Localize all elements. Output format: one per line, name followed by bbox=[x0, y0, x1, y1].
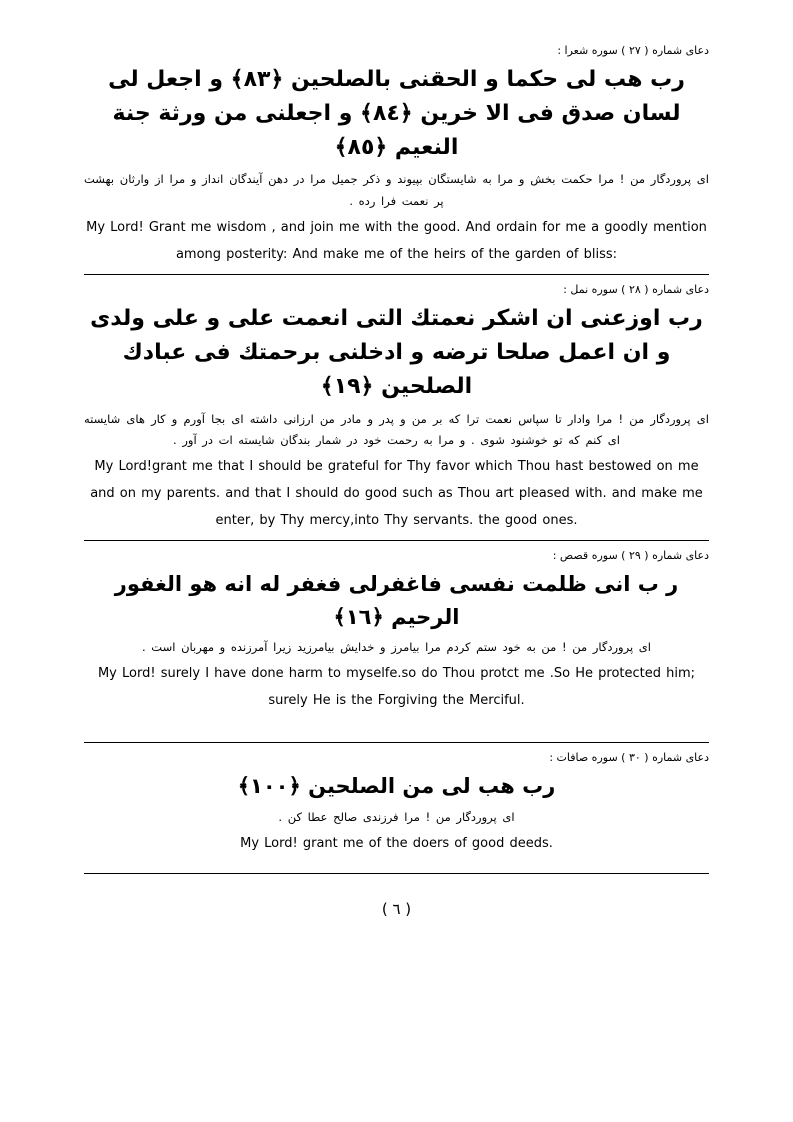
footer-spacer bbox=[84, 861, 709, 867]
english-translation: My Lord! grant me of the doers of good deeds. bbox=[240, 835, 553, 851]
dua-section-30 bbox=[84, 751, 709, 857]
section-heading: دعای شماره ( ۲۹ ) سوره قصص : bbox=[552, 549, 709, 563]
section-divider bbox=[84, 540, 709, 541]
dua-section-29 bbox=[84, 549, 709, 714]
section-divider bbox=[84, 274, 709, 275]
arabic-text: رب هب لی حکما و الحقنی بالصلحین ﴿۸۳﴾ و اجعل لی لسان صدق فی الا خرین ﴿۸٤﴾ و اجعلنی من ورثة جنة النعیم ﴿۸٥﴾ bbox=[108, 67, 685, 161]
section-heading: دعای شماره ( ۲۷ ) سوره شعرا : bbox=[557, 44, 709, 57]
arabic-text: رب هب لی من الصلحین ﴿۱۰۰﴾ bbox=[237, 774, 556, 799]
section-heading: دعای شماره ( ۳۰ ) سوره صافات : bbox=[549, 751, 709, 765]
english-translation: My Lord! Grant me wisdom , and join me with the good. And ordain for me a goodly mention among posterity: And make me of the heirs of the garden of bliss: bbox=[86, 219, 707, 262]
persian-translation: ای پروردگار من ! مرا فرزندی صالح عطا کن . bbox=[278, 809, 515, 824]
section-divider bbox=[84, 742, 709, 743]
persian-translation: ای پروردگار من ! من به خود ستم کردم مرا بیامرز و خدایش بیامرزید زیرا آمرزنده و مهربان است . bbox=[141, 640, 651, 655]
dua-section-27 bbox=[84, 44, 709, 268]
persian-translation: ای پروردگار من ! مرا حکمت بخش و مرا به شایستگان بپیوند و ذکر جمیل مرا در دهن آیندگان انداز و مرا از وارثان بهشت پر نعمت فرا رده . bbox=[84, 172, 709, 209]
english-translation: My Lord!grant me that I should be grateful for Thy favor which Thou hast bestowed on me and on my parents. and that I should do good such as Thou art pleased with. and make me enter, by Thy mercy,into Thy servants. the good ones. bbox=[90, 459, 703, 528]
section-heading: دعای شماره ( ۲۸ ) سوره نمل : bbox=[563, 283, 709, 297]
footer-divider bbox=[84, 873, 709, 874]
persian-translation: ای پروردگار من ! مرا وادار تا سپاس نعمت ترا که بر من و پدر و مادر من ارزانی داشته ای بجا آورم و کار های شایسته ای کنم که تو خوشنود شوی . و مرا به رحمت خود در شمار بندگان شایسته ات در آور . bbox=[84, 411, 709, 448]
section-spacer bbox=[84, 718, 709, 736]
page-number: ( ٦ ) bbox=[381, 900, 412, 919]
arabic-text: ر ب انی ظلمت نفسی فاغفرلی فغفر له انه هو الغفور الرحیم ﴿۱٦﴾ bbox=[114, 572, 679, 629]
english-translation: My Lord! surely I have done harm to myselfe.so do Thou protct me .So He protected him; surely He is the Forgiving the Merciful. bbox=[97, 666, 696, 708]
arabic-text: رب اوزعنی ان اشکر نعمتك التی انعمت علی و علی ولدی و ان اعمل صلحا ترضه و ادخلنی برحمتك فی عبادك الصلحین ﴿۱۹﴾ bbox=[90, 306, 703, 400]
dua-section-28 bbox=[84, 283, 709, 534]
